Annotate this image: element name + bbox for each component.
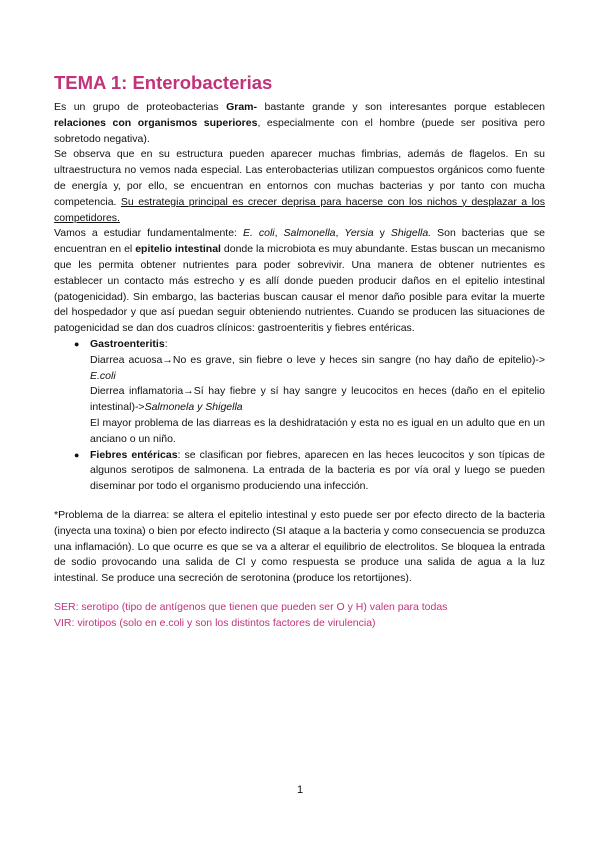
italic-run: Yersia [344, 227, 374, 240]
text-run: Vamos a estudiar fundamentalmente: [54, 227, 243, 240]
bold-run: Gastroenteritis [90, 337, 165, 350]
bold-run: relaciones con organismos superiores [54, 116, 258, 129]
paragraph-study [54, 226, 545, 337]
text-run: , [335, 227, 345, 240]
list-item-gastroenteritis [74, 337, 545, 448]
bold-run: Fiebres entéricas [90, 448, 178, 461]
text-run: , [274, 227, 284, 240]
italic-run: Salmonella [283, 227, 336, 240]
text-run: y [373, 227, 391, 240]
note-vir: VIR: virotipos (solo en e.coli y son los distintos factores de virulencia) [54, 616, 376, 629]
note-ser: SER: serotipo (tipo de antígenos que tienen que pueden ser O y H) valen para todas [54, 600, 448, 613]
text-run: Diarrea acuosa→No es grave, sin fiebre o leve y heces sin sangre (no hay daño de epitelio)-> [90, 353, 545, 366]
list-item-fiebres [74, 448, 545, 495]
bullet-icon: ● [74, 338, 80, 349]
paragraph-diarrea-problem: *Problema de la diarrea: se altera el epitelio intestinal y esto puede ser por efecto directo de la bacteria (inyecta una toxina) o bien por efecto indirecto (SI ataque a la bacteria y como consecuencia se produzca una inflamación). Lo que ocurre es que se va a alterar el equilibrio de electrolitos. Se bloquea la entrada de sodio provocando una salida de Cl y como respuesta se produce una salida de agua a la luz intestinal. Se produce una secreción de serotonina (produce los retortijones). [54, 508, 545, 585]
text-run: Es un grupo de proteobacterias [54, 101, 227, 113]
text-run: Son bacterias que se encuentran en el [54, 227, 545, 256]
body-text [54, 100, 545, 632]
clinical-list [54, 337, 545, 495]
text-run: : se clasifican por fiebres, aparecen en las heces leucocitos y son típicas de algunos serotipos de salmonena. La entrada de la bacteria es por vía oral y luego se pueden diseminar por todo el organismo produciendo una infección. [90, 448, 545, 493]
text-run: , especialmente con el hombre (puede ser positiva pero sobretodo negativa). [54, 116, 546, 145]
page-number: 1 [296, 784, 304, 796]
underlined-run: Su estrategia principal es crecer deprisa para hacerse con los nichos y desplazar a los competidores. [54, 195, 545, 224]
text-run: donde la microbiota es muy abundante. Estas buscan un mecanismo que les permita obtener nutrientes para poder sobrevivir. Una manera de obtener nutrientes es establecer un contacto más estrecho y es allí donde pueden producir daños en el epitelio intestinal (patogenicidad). Sin embargo, las bacterias buscan causar el menor daño posible para evitar la muerte del hospedador y que así puedan seguir obteniendo nutrientes. Cuando se producen las situaciones de patogenicidad se dan dos cuadros clínicos: gastroenteritis y fiebres entéricas. [54, 243, 546, 335]
spacer [54, 495, 545, 508]
paragraph-intro [54, 100, 545, 147]
italic-run: E. coli [242, 227, 275, 240]
text-run: Dierrea inflamatoria→Sí hay fiebre y sí hay sangre y leucocitos en heces (daño en el epitelio intestinal)-> [90, 385, 545, 414]
text-run: El mayor problema de las diarreas es la deshidratación y esta no es igual en un adulto que en un anciano o un niño. [90, 416, 545, 445]
page-title: TEMA 1: Enterobacterias [54, 72, 273, 93]
italic-run: Salmonela y Shigella [144, 401, 243, 414]
bullet-icon: ● [74, 449, 80, 460]
italic-run: Shigella. [390, 227, 432, 240]
spacer [54, 587, 545, 600]
text-run: : [164, 337, 168, 350]
text-run: Se observa que en su estructura pueden aparecer muchas fimbrias, además de flagelos. En su ultraestructura no vemos nada especial. Las enterobacterias utilizan compuestos orgánicos como fuente de energía y, por ello, se encuentran en entornos con muchas bacterias y por tanto con mucha competencia. [54, 148, 545, 208]
text-run: bastante grande y son interesantes porque establecen [257, 101, 546, 113]
bold-run: Gram- [226, 101, 258, 113]
paragraph-structure [54, 147, 545, 226]
bold-run: epitelio intestinal [135, 243, 221, 256]
italic-run: E.coli [90, 369, 116, 382]
